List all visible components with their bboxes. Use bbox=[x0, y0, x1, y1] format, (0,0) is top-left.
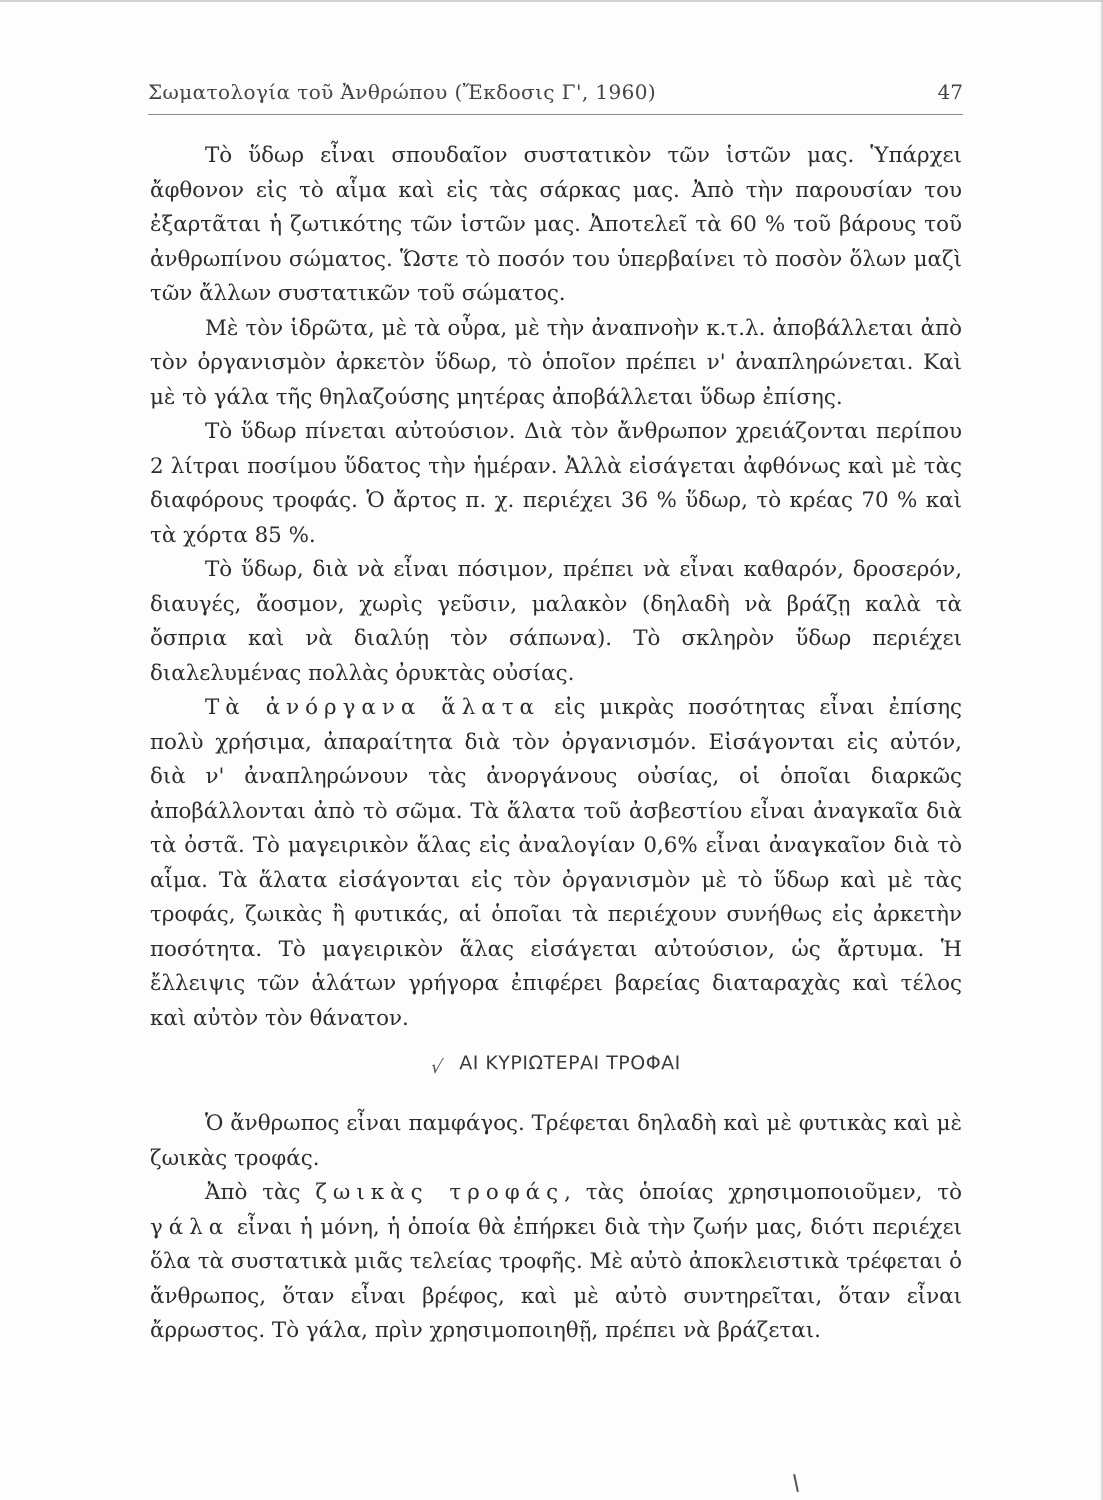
page-top-edge bbox=[0, 0, 1103, 2]
salts-text: εἰς μικρὰς ποσότητας εἶναι ἐπίσης πολὺ χρήσιμα, ἀπαραίτητα διὰ τὸν ὀργανισμόν. Εἰσάγονται εἰς αὐτόν, διὰ ν' ἀναπληρώνουν τὰς ἀνοργάνους οὐσίας, οἱ ὁποῖαι διαρκῶς ἀποβάλλονται ἀπὸ τὸ σῶμα. Τὰ ἅλατα τοῦ ἀσβεστίου εἶναι ἀναγκαῖα διὰ τὰ ὀστᾶ. Τὸ μαγειρικὸν ἅλας εἰς ἀναλογίαν 0,6% εἶναι ἀναγκαῖον διὰ τὸ αἷμα. Τὰ ἅλατα εἰσάγονται εἰς τὸν ὀργανισμὸν μὲ τὸ ὕδωρ καὶ μὲ τὰς τροφάς, ζωικὰς ἢ φυτικάς, αἱ ὁποῖαι τὰ περιέχουν συνήθως εἰς ἀρκετὴν ποσότητα. Τὸ μαγειρικὸν ἅλας εἰσάγεται αὐτούσιον, ὡς ἄρτυμα. Ἡ ἔλλειψις τῶν ἁλάτων γρήγορα ἐπιφέρει βαρείας διαταραχὰς καὶ τέλος καὶ αὐτὸν τὸν θάνατον. bbox=[150, 695, 962, 1031]
header-rule bbox=[148, 114, 963, 115]
term-milk: γάλα bbox=[150, 1214, 230, 1240]
running-header bbox=[148, 80, 963, 106]
animal-foods-mid: , τὰς ὁποίας χρησιμοποιοῦμεν, τὸ bbox=[564, 1180, 962, 1205]
running-title: Σωματολογία τοῦ Ἀνθρώπου (Ἔκδοσις Γ', 1960) bbox=[148, 80, 657, 104]
main-text bbox=[150, 139, 962, 1036]
paragraph-salts bbox=[150, 691, 962, 1036]
food-text bbox=[150, 1107, 962, 1349]
page-number: 47 bbox=[937, 80, 963, 104]
animal-foods-rest: εἶναι ἡ μόνη, ἡ ὁποία θὰ ἐπήρκει διὰ τὴν ζωήν μας, διότι περιέχει ὅλα τὰ συστατικὰ μιᾶς τελείας τροφῆς. Μὲ αὐτὸ ἀποκλειστικὰ τρέφεται ὁ ἄνθρωπος, ὅταν εἶναι βρέφος, καὶ μὲ αὐτὸ συντηρεῖται, ὅταν εἶναι ἄρρωστος. Τὸ γάλα, πρὶν χρησιμοποιηθῇ, πρέπει νὰ βράζεται. bbox=[150, 1214, 962, 1343]
paragraph-potable-water: Τὸ ὕδωρ, διὰ νὰ εἶναι πόσιμον, πρέπει νὰ εἶναι καθαρόν, δροσερόν, διαυγές, ἄοσμον, χωρὶς γεῦσιν, μαλακὸν (δηλαδὴ νὰ βράζῃ καλὰ τὰ ὄσπρια καὶ νὰ διαλύῃ τὸν σάπωνα). Τὸ σκληρὸν ὕδωρ περιέχει διαλελυμένας πολλὰς ὀρυκτὰς οὐσίας. bbox=[150, 557, 962, 686]
paragraph-water-excretion: Μὲ τὸν ἱδρῶτα, μὲ τὰ οὖρα, μὲ τὴν ἀναπνοὴν κ.τ.λ. ἀποβάλλεται ἀπὸ τὸν ὀργανισμὸν ἀρκετὸν ὕδωρ, τὸ ὁποῖον πρέπει ν' ἀναπληρώνεται. Καὶ μὲ τὸ γάλα τῆς θηλαζούσης μητέρας ἀποβάλλεται ὕδωρ ἐπίσης. bbox=[150, 315, 962, 410]
check-mark-icon: √ bbox=[429, 1057, 446, 1078]
term-animal-foods: ζωικὰς τροφάς bbox=[315, 1180, 565, 1205]
section-heading-title: ΑΙ ΚΥΡΙΩΤΕΡΑΙ ΤΡΟΦΑΙ bbox=[459, 1052, 681, 1074]
paragraph-omnivore: Ὁ ἄνθρωπος εἶναι παμφάγος. Τρέφεται δηλαδὴ καὶ μὲ φυτικὰς καὶ μὲ ζωικὰς τροφάς. bbox=[150, 1111, 962, 1171]
stray-pencil-mark bbox=[793, 1474, 799, 1492]
paragraph-water-intro: Τὸ ὕδωρ εἶναι σπουδαῖον συστατικὸν τῶν ἱστῶν μας. Ὑπάρχει ἄφθονον εἰς τὸ αἷμα καὶ εἰς τὰς σάρκας μας. Ἀπὸ τὴν παρουσίαν του ἐξαρτᾶται ἡ ζωτικότης τῶν ἱστῶν μας. Ἀποτελεῖ τὰ 60 % τοῦ βάρους τοῦ ἀνθρωπίνου σώματος. Ὥστε τὸ ποσόν του ὑπερβαίνει τὸ ποσὸν ὅλων μαζὶ τῶν ἄλλων συστατικῶν τοῦ σώματος. bbox=[150, 143, 962, 306]
animal-foods-lead: Ἀπὸ τὰς bbox=[205, 1180, 316, 1205]
term-inorganic-salts: Τὰ ἀνόργανα ἅλατα bbox=[205, 695, 540, 720]
paragraph-water-intake: Τὸ ὕδωρ πίνεται αὐτούσιον. Διὰ τὸν ἄνθρωπον χρειάζονται περίπου 2 λίτραι ποσίμου ὕδατος τὴν ἡμέραν. Ἀλλὰ εἰσάγεται ἀφθόνως καὶ μὲ τὰς διαφόρους τροφάς. Ὁ ἄρτος π. χ. περιέχει 36 % ὕδωρ, τὸ κρέας 70 % καὶ τὰ χόρτα 85 %. bbox=[150, 419, 962, 548]
section-heading bbox=[150, 1052, 962, 1078]
paragraph-animal-foods bbox=[150, 1176, 962, 1349]
